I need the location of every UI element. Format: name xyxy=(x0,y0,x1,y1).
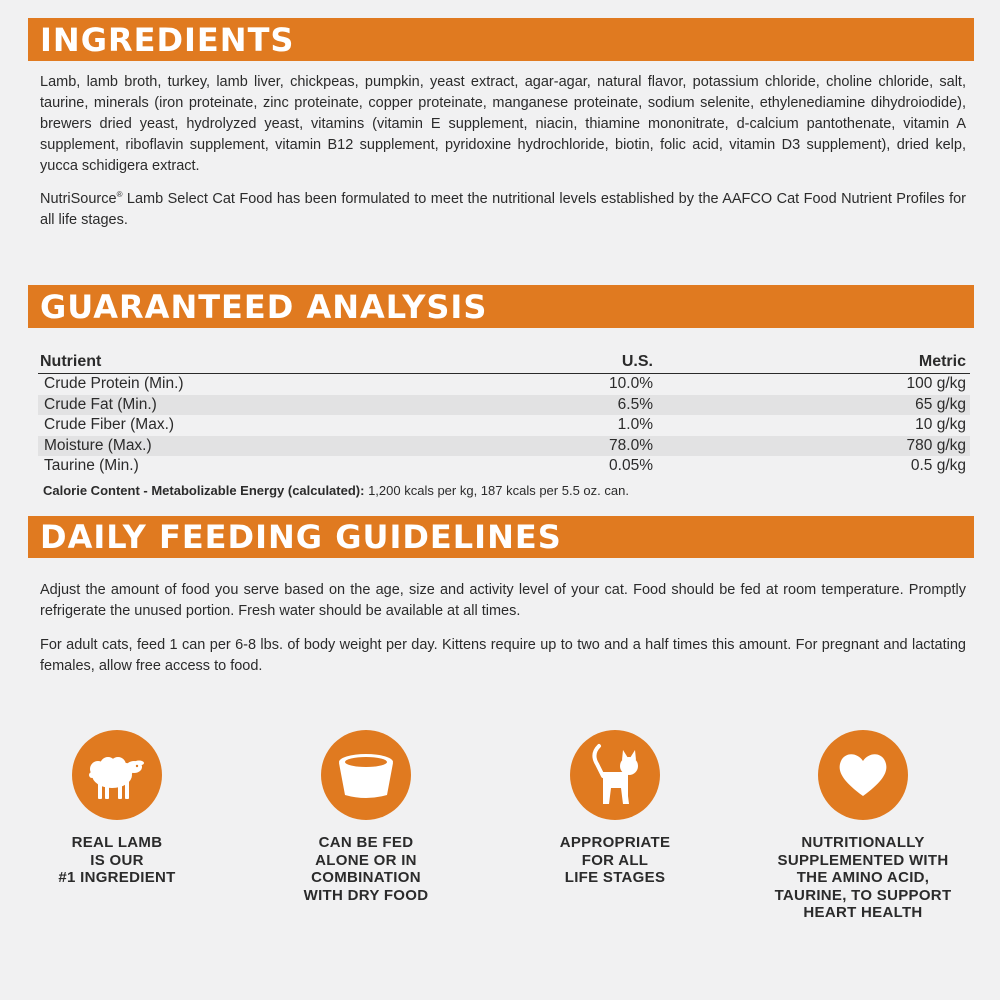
metric-value-cell: 780 g/kg xyxy=(906,436,966,454)
aafco-statement xyxy=(40,184,966,231)
calorie-content xyxy=(43,483,629,498)
table-row xyxy=(38,415,970,436)
calorie-value: 1,200 kcals per kg, 187 kcals per 5.5 oz. can. xyxy=(364,483,629,498)
feature-caption: NUTRITIONALLY SUPPLEMENTED WITH THE AMINO ACID, TAURINE, TO SUPPORT HEART HEALTH xyxy=(774,834,952,921)
us-value-cell: 78.0% xyxy=(609,436,653,454)
feeding-heading: DAILY FEEDING GUIDELINES xyxy=(28,516,974,558)
feature-caption: REAL LAMB IS OUR #1 INGREDIENT xyxy=(58,834,176,886)
heart-icon xyxy=(818,730,908,820)
table-row xyxy=(38,436,970,457)
column-header-nutrient: Nutrient xyxy=(40,353,102,370)
ingredients-heading: INGREDIENTS xyxy=(28,18,974,61)
lamb-icon xyxy=(72,730,162,820)
metric-value-cell: 0.5 g/kg xyxy=(910,457,966,474)
registered-mark: ® xyxy=(116,190,123,199)
feature-all-life-stages xyxy=(515,730,715,887)
metric-value-cell: 10 g/kg xyxy=(915,416,966,433)
nutrient-cell: Crude Fiber (Max.) xyxy=(44,416,175,433)
feature-caption: CAN BE FED ALONE OR IN COMBINATION WITH DRY FOOD xyxy=(303,834,429,904)
feature-heart-health xyxy=(763,730,963,922)
metric-value-cell: 100 g/kg xyxy=(906,375,966,392)
feeding-paragraph-1: Adjust the amount of food you serve based on the age, size and activity level of your cat. Food should be fed at room temperature. Promptly refrigerate the unused portion. Fresh water should be available at all times. xyxy=(40,582,966,619)
column-header-metric: Metric xyxy=(918,353,966,370)
column-header-us: U.S. xyxy=(621,353,653,370)
analysis-table xyxy=(38,350,970,477)
cat-icon xyxy=(570,730,660,820)
table-row xyxy=(38,395,970,416)
nutrient-cell: Taurine (Min.) xyxy=(44,457,139,474)
brand-name: NutriSource xyxy=(40,190,117,207)
aafco-text: Lamb Select Cat Food has been formulated to meet the nutritional levels established by the AAFCO Cat Food Nutrient Profiles for all life stages. xyxy=(40,190,966,228)
feature-caption: APPROPRIATE FOR ALL LIFE STAGES xyxy=(559,834,671,886)
us-value-cell: 6.5% xyxy=(617,395,653,413)
us-value-cell: 10.0% xyxy=(609,375,653,392)
food-bowl-icon xyxy=(321,730,411,820)
feature-real-lamb xyxy=(17,730,217,887)
analysis-heading: GUARANTEED ANALYSIS xyxy=(28,285,974,328)
table-header-row xyxy=(38,350,970,374)
us-value-cell: 1.0% xyxy=(617,416,653,433)
table-row xyxy=(38,456,970,477)
calorie-label: Calorie Content - Metabolizable Energy (calculated): xyxy=(43,483,365,498)
nutrient-cell: Moisture (Max.) xyxy=(44,436,152,454)
feature-fed-alone-or-combination xyxy=(266,730,466,904)
table-row xyxy=(38,374,970,395)
nutrient-cell: Crude Protein (Min.) xyxy=(44,375,184,392)
feeding-paragraph-2: For adult cats, feed 1 can per 6-8 lbs. of body weight per day. Kittens require up to two and a half times this amount. For pregnant and lactating females, allow free access to food. xyxy=(40,637,966,674)
ingredients-list: Lamb, lamb broth, turkey, lamb liver, chickpeas, pumpkin, yeast extract, agar-agar, natural flavor, potassium chloride, choline chloride, salt, taurine, minerals (iron proteinate, zinc proteinate, copper proteinate, manganese proteinate, sodium selenite, ethylenediamine dihydroiodide), brewers dried yeast, hydrolyzed yeast, vitamins (vitamin E supplement, niacin, thiamine mononitrate, d-calcium pantothenate, vitamin A supplement, riboflavin supplement, vitamin B12 supplement, pyridoxine hydrochloride, biotin, folic acid, vitamin D3 supplement), dried kelp, yucca schidigera extract. xyxy=(40,74,966,174)
us-value-cell: 0.05% xyxy=(609,457,653,474)
nutrient-cell: Crude Fat (Min.) xyxy=(44,395,157,413)
metric-value-cell: 65 g/kg xyxy=(915,395,966,413)
